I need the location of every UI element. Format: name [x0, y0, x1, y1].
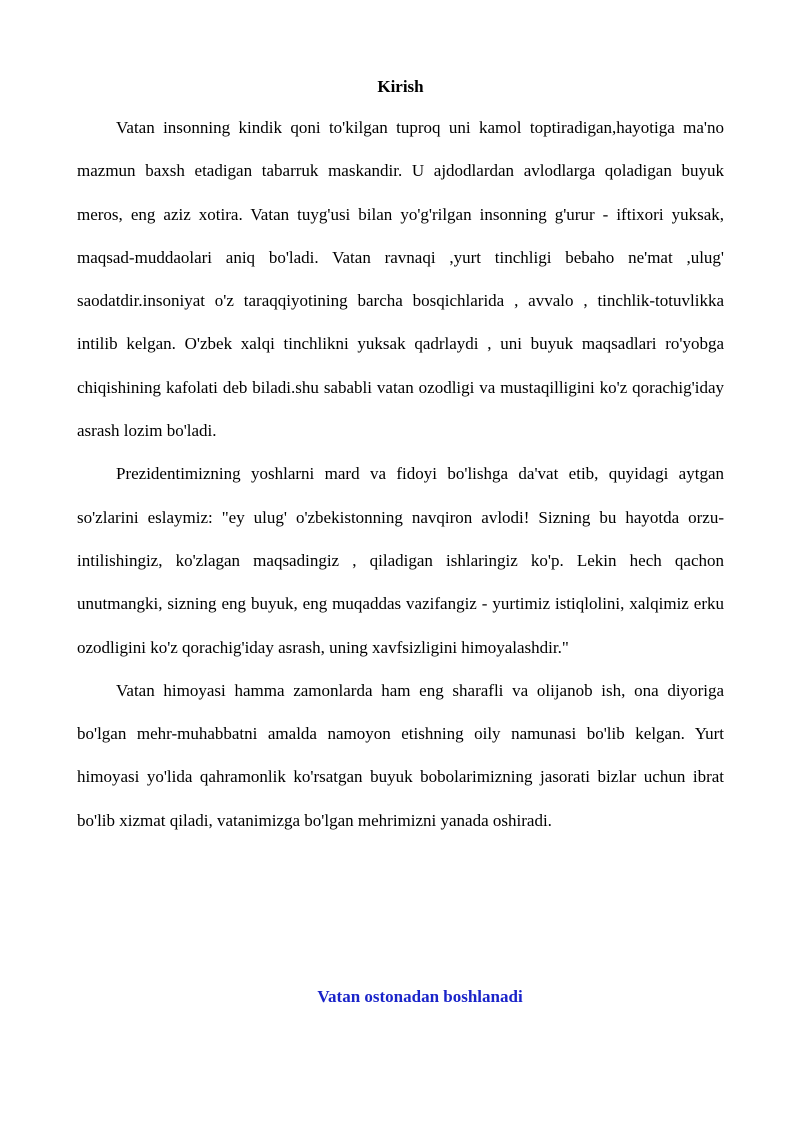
paragraph-3: Vatan himoyasi hamma zamonlarda ham eng sharafli va olijanob ish, ona diyoriga bo'lgan mehr-muhabbatni amalda namoyon etishning oily namunasi bo'lib kelgan. Yurt himoyasi yo'lida qahramonlik ko'rsatgan buyuk bobolarimizning jasorati bizlar uchun ibrat bo'lib xizmat qiladi, vatanimizga bo'lgan mehrimizni yanada oshiradi. — [77, 680, 724, 830]
next-section-heading: Vatan ostonadan boshlanadi — [317, 987, 523, 1006]
section-title: Kirish — [377, 77, 424, 96]
paragraph-2: Prezidentimizning yoshlarni mard va fidoyi bo'lishga da'vat etib, quyidagi aytgan so'zlarini eslaymiz: "ey ulug' o'zbekistonning navqiron avlodi! Sizning bu hayotda orzu-intilishingiz, ko'zlagan maqsadingiz , qiladigan ishlaringiz ko'p. Lekin hech qachon unutmangki, sizning eng buyuk, eng muqaddas vazifangiz - yurtimiz istiqlolini, xalqimiz erku ozodligini ko'z qorachig'iday asrash, uning xavfsizligini himoyalashdir." — [77, 464, 724, 657]
paragraph-1: Vatan insonning kindik qoni to'kilgan tuproq uni kamol toptiradigan,hayotiga ma'no mazmun baxsh etadigan tabarruk maskandir. U ajdodlardan avlodlarga qoladigan buyuk meros, eng aziz xotira. Vatan tuyg'usi bilan yo'g'rilgan insonning g'urur - iftixori yuksak, maqsad-muddaolari aniq bo'ladi. Vatan ravnaqi ,yurt tinchligi bebaho ne'mat ,ulug' saodatdir.insoniyat o'z taraqqiyotining barcha bosqichlarida , avvalo , tinchlik-totuvlikka intilib kelgan. O'zbek xalqi tinchlikni yuksak qadrlaydi , uni buyuk maqsadlari ro'yobga chiqishining kafolati deb biladi.shu sababli vatan ozodligi va mustaqilligini ko'z qorachig'iday asrash lozim bo'ladi. — [77, 118, 724, 441]
document-page — [77, 72, 724, 842]
